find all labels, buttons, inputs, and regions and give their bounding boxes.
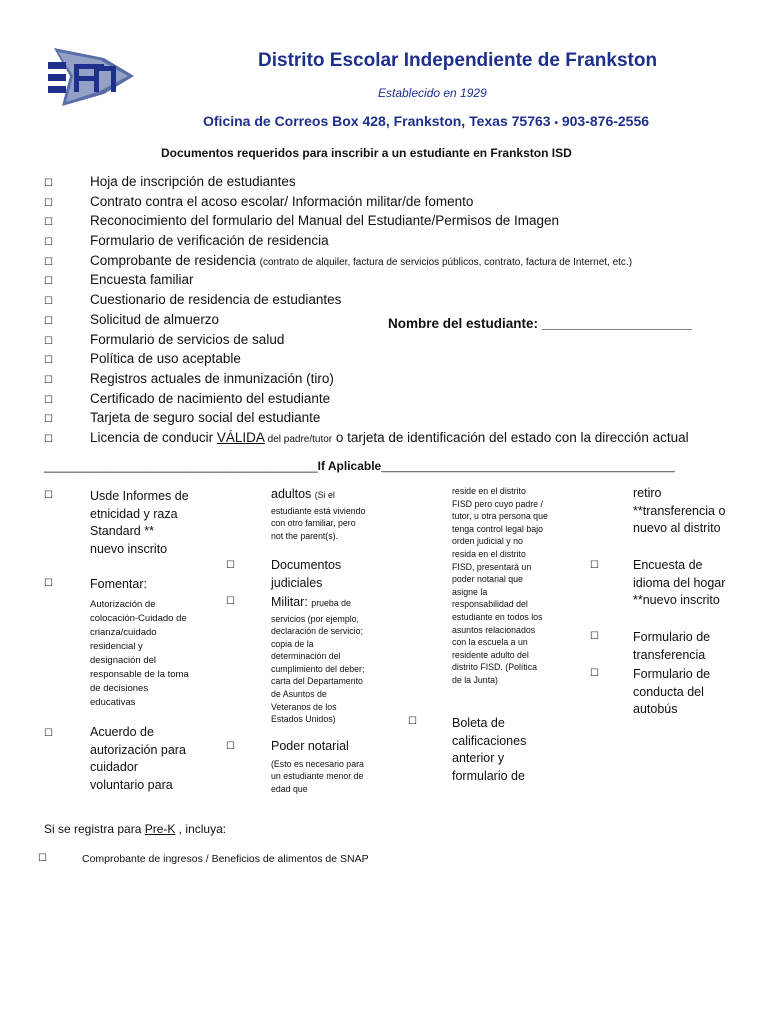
checkbox[interactable]: ☐ bbox=[38, 853, 47, 864]
power-of-attorney-continued bbox=[452, 485, 548, 687]
required-documents-list bbox=[44, 172, 689, 448]
item-label: Formulario de verificación de residencia bbox=[90, 233, 329, 249]
checkbox[interactable]: ☐ bbox=[590, 631, 599, 642]
report-card-item: Boleta de calificaciones anterior y formulario de bbox=[452, 716, 527, 783]
phone-number: 903-876-2556 bbox=[561, 113, 650, 129]
list-item bbox=[44, 270, 689, 290]
checkbox[interactable]: ☐ bbox=[44, 374, 53, 386]
checkbox[interactable]: ☐ bbox=[44, 578, 53, 589]
divider-line-right: ________________________________________________ bbox=[381, 461, 675, 473]
district-title: Distrito Escolar Independiente de Frankston bbox=[258, 50, 658, 71]
item-label: Solicitud de almuerzo bbox=[90, 311, 220, 327]
if-applicable-label: If Aplicable bbox=[317, 459, 382, 473]
military-item bbox=[271, 594, 367, 726]
list-item bbox=[44, 408, 689, 428]
checkbox[interactable]: ☐ bbox=[44, 355, 53, 367]
item-note: (contrato de alquiler, factura de servicios públicos, contrato, factura de Internet, etc.) bbox=[259, 256, 633, 268]
list-item bbox=[44, 192, 689, 212]
divider-line-left: _________________________________________ bbox=[44, 459, 318, 473]
checkbox[interactable]: ☐ bbox=[226, 596, 235, 607]
checkbox[interactable]: ☐ bbox=[44, 256, 53, 268]
item-label: Encuesta familiar bbox=[90, 272, 194, 288]
list-item bbox=[44, 172, 689, 192]
military-note-inline: prueba de bbox=[311, 598, 351, 608]
checkbox[interactable]: ☐ bbox=[44, 433, 53, 445]
student-name-field[interactable] bbox=[388, 316, 692, 331]
item-label: Registros actuales de inmunización (tiro) bbox=[90, 370, 334, 386]
item-label-tail: o tarjeta de identificación del estado con la dirección actual bbox=[332, 429, 689, 445]
checkbox[interactable]: ☐ bbox=[44, 276, 53, 288]
list-item bbox=[44, 369, 689, 389]
withdrawal-item: retiro **transferencia o nuevo al distrito bbox=[633, 486, 726, 535]
if-applicable-divider bbox=[44, 459, 675, 473]
checkbox[interactable]: ☐ bbox=[44, 315, 53, 327]
item-label: Formulario de servicios de salud bbox=[90, 331, 285, 347]
requirements-heading: Documentos requeridos para inscribir a un estudiante en Frankston ISD bbox=[161, 146, 572, 160]
snap-item: Comprobante de ingresos / Beneficios de alimentos de SNAP bbox=[82, 853, 369, 865]
arrowhead-logo-icon bbox=[44, 46, 136, 108]
list-item bbox=[44, 349, 689, 369]
military-note: servicios (por ejemplo, declaración de servicio; copia de la determinación del cumplimiento del deber; carta del Departamento de Asuntos de Veteranos de los Estados Unidos) bbox=[271, 613, 365, 725]
checkbox[interactable]: ☐ bbox=[44, 335, 53, 347]
foster-note: Autorización de colocación-Cuidado de crianza/cuidado residencial y designación del responsable de la toma de decisiones educativas bbox=[90, 598, 189, 708]
item-label: Tarjeta de seguro social del estudiante bbox=[90, 410, 321, 426]
power-of-attorney-note-continued: reside en el distrito FISD pero cuyo padre / tutor, u otra persona que tenga control legal bajo orden judicial y no resida en el distrito FISD, presentará un poder notarial que asigne la responsabilidad del estudiante en todos los asuntos relacionados con la escuela a un residente adulto del distrito FISD. (Política de la Junta) bbox=[452, 486, 548, 685]
checkbox[interactable]: ☐ bbox=[44, 178, 53, 189]
checkbox[interactable]: ☐ bbox=[44, 394, 53, 406]
caregiver-agreement-item: Acuerdo de autorización para cuidador voluntario para bbox=[90, 725, 186, 792]
item-label: Certificado de nacimiento del estudiante bbox=[90, 390, 331, 406]
ethnicity-report-item: Usde Informes de etnicidad y raza Standard ** nuevo inscrito bbox=[90, 489, 189, 556]
list-item bbox=[44, 428, 689, 448]
item-label: Cuestionario de residencia de estudiantes bbox=[90, 292, 342, 308]
item-note: del padre/tutor bbox=[264, 433, 333, 445]
checkbox[interactable]: ☐ bbox=[590, 668, 599, 679]
relatives-item bbox=[271, 486, 367, 542]
transfer-form-item: Formulario de transferencia bbox=[633, 630, 711, 662]
prek-after: , incluya: bbox=[175, 822, 227, 836]
checkbox[interactable]: ☐ bbox=[226, 560, 235, 571]
military-title: Militar: bbox=[271, 595, 308, 609]
list-item bbox=[44, 290, 689, 310]
item-label: Contrato contra el acoso escolar/ Información militar/de fomento bbox=[90, 193, 474, 209]
relatives-note: estudiante está viviendo con otro familiar, pero not the parent(s). bbox=[271, 505, 366, 541]
power-of-attorney-item bbox=[271, 738, 367, 795]
item-label: Política de uso aceptable bbox=[90, 351, 241, 367]
checkbox[interactable]: ☐ bbox=[44, 728, 53, 739]
relatives-title: adultos bbox=[271, 487, 312, 501]
item-label: Hoja de inscripción de estudiantes bbox=[90, 174, 296, 189]
item-label: Licencia de conducir bbox=[90, 429, 217, 445]
list-item bbox=[44, 389, 689, 409]
power-of-attorney-note: (Esto es necesario para un estudiante menor de edad que bbox=[271, 758, 364, 794]
checkbox[interactable]: ☐ bbox=[408, 716, 417, 727]
list-item bbox=[44, 330, 689, 350]
address-text: Oficina de Correos Box 428, Frankston, Texas 75763 bbox=[203, 113, 551, 129]
prek-link[interactable]: Pre-K bbox=[144, 822, 176, 836]
bus-conduct-item: Formulario de conducta del autobús bbox=[633, 667, 711, 716]
checkbox[interactable]: ☐ bbox=[44, 296, 53, 308]
foster-item bbox=[90, 576, 190, 710]
checkbox[interactable]: ☐ bbox=[44, 197, 53, 209]
list-item bbox=[44, 231, 689, 251]
checkbox[interactable]: ☐ bbox=[44, 217, 53, 229]
relatives-note-inline: (Si el bbox=[314, 490, 335, 500]
court-documents-item: Documentos judiciales bbox=[271, 558, 342, 590]
prek-before: Si se registra para bbox=[44, 822, 145, 836]
item-emphasis: VÁLIDA bbox=[216, 429, 265, 445]
student-name-line[interactable]: ____________________ bbox=[541, 316, 692, 331]
list-item bbox=[44, 251, 689, 271]
prek-note bbox=[44, 822, 226, 836]
item-label: Comprobante de residencia bbox=[90, 252, 256, 268]
bullet-separator: • bbox=[554, 118, 558, 129]
address-line bbox=[203, 113, 649, 129]
checkbox[interactable]: ☐ bbox=[44, 414, 53, 426]
list-item bbox=[44, 211, 689, 231]
checkbox[interactable]: ☐ bbox=[590, 560, 599, 571]
checkbox[interactable]: ☐ bbox=[44, 490, 53, 501]
foster-title: Fomentar: bbox=[90, 577, 147, 591]
checkbox[interactable]: ☐ bbox=[226, 741, 235, 752]
power-of-attorney-title: Poder notarial bbox=[271, 739, 349, 753]
item-label: Reconocimiento del formulario del Manual del Estudiante/Permisos de Imagen bbox=[90, 213, 559, 229]
home-language-survey-item: Encuesta de idioma del hogar **nuevo inscrito bbox=[633, 558, 726, 607]
student-name-label: Nombre del estudiante: bbox=[388, 316, 539, 331]
established-subtitle: Establecido en 1929 bbox=[378, 86, 487, 100]
checkbox[interactable]: ☐ bbox=[44, 237, 53, 249]
